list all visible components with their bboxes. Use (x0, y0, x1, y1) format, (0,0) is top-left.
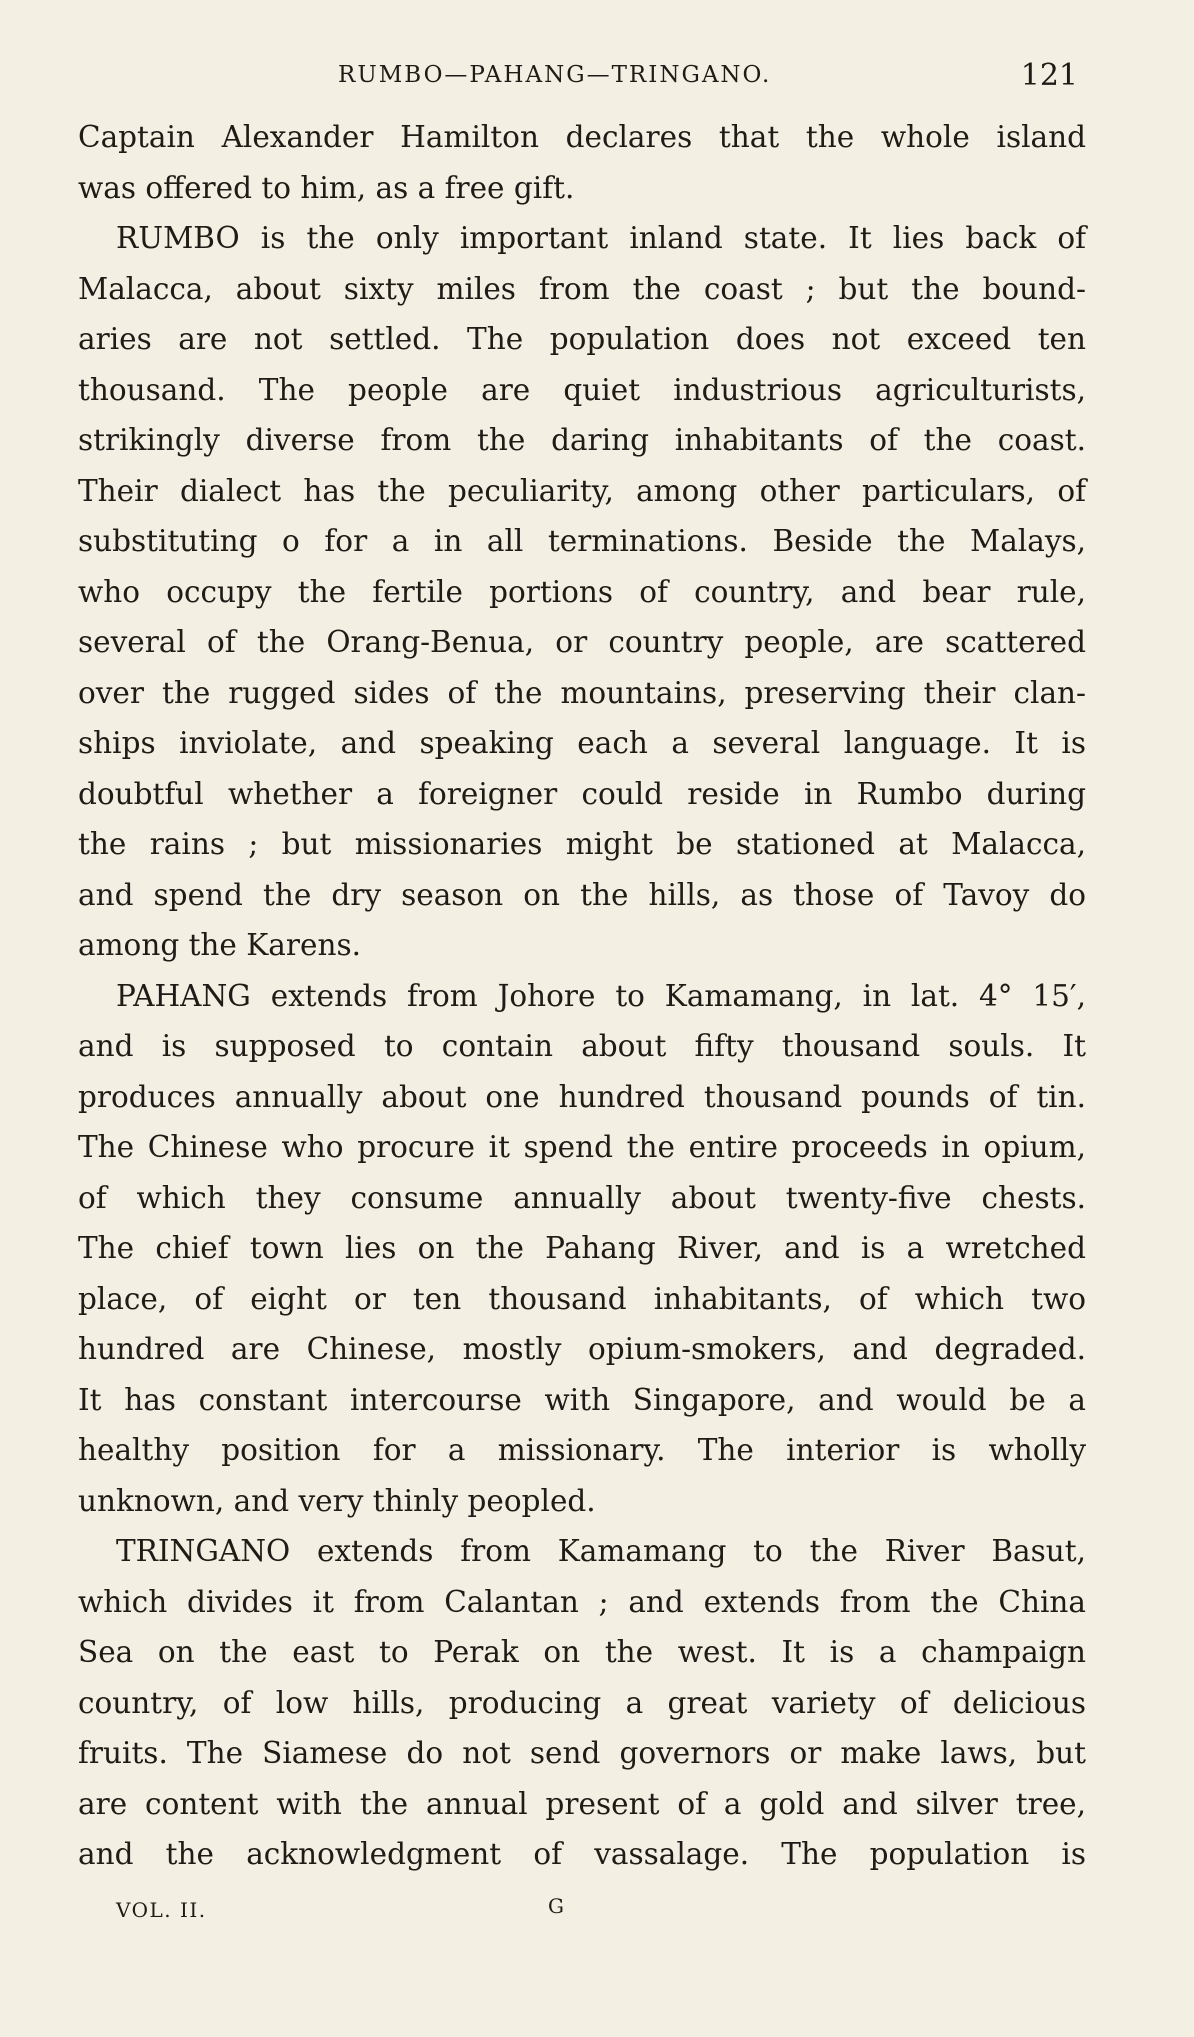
text-line: over the rugged sides of the mountains, preserving their clan- (78, 675, 1086, 710)
text-line: thousand. The people are quiet industrious agriculturists, (78, 372, 1086, 407)
text-line: TRINGANO extends from Kamamang to the River Basut, (116, 1534, 1086, 1568)
running-title: RUMBO—PAHANG—TRINGANO. (338, 62, 772, 88)
text-line: Sea on the east to Perak on the west. It is a champaign (78, 1635, 1086, 1669)
text-line: aries are not settled. The population does not exceed ten (78, 322, 1086, 356)
text-line: several of the Orang-Benua, or country people, are scattered (78, 625, 1086, 659)
text-line: place, of eight or ten thousand inhabitants, of which two (78, 1281, 1086, 1316)
text-line: are content with the annual present of a gold and silver tree, (78, 1786, 1086, 1821)
text-line: was offered to him, as a free gift. (78, 170, 575, 205)
volume-label: VOL. II. (116, 1898, 207, 1922)
text-line: of which they consume annually about twenty-five chests. (78, 1180, 1086, 1215)
text-line: the rains ; but missionaries might be stationed at Malacca, (78, 827, 1086, 861)
text-line: RUMBO is the only important inland state. It lies back of (116, 221, 1086, 255)
text-line: The chief town lies on the Pahang River, and is a wretched (78, 1231, 1086, 1265)
text-line: ships inviolate, and speaking each a several language. It is (78, 726, 1086, 760)
text-line: healthy position for a missionary. The interior is wholly (78, 1433, 1086, 1467)
text-line: fruits. The Siamese do not send governors or make laws, but (78, 1736, 1086, 1770)
text-line: PAHANG extends from Johore to Kamamang, in lat. 4° 15′, (116, 978, 1086, 1013)
text-line: strikingly diverse from the daring inhabitants of the coast. (78, 423, 1086, 457)
text-line: substituting o for a in all terminations. Beside the Malays, (78, 524, 1086, 558)
text-line: who occupy the fertile portions of country, and bear rule, (78, 574, 1086, 609)
text-line: and spend the dry season on the hills, as those of Tavoy do (78, 877, 1086, 912)
text-line: doubtful whether a foreigner could reside in Rumbo during (78, 776, 1086, 811)
page-number: 121 (1020, 58, 1078, 93)
page-footer (116, 1894, 1016, 1938)
text-line: Captain Alexander Hamilton declares that the whole island (78, 120, 1086, 154)
body-text (78, 112, 1086, 1880)
text-line: unknown, and very thinly peopled. (78, 1483, 596, 1518)
text-line: hundred are Chinese, mostly opium-smokers, and degraded. (78, 1332, 1086, 1366)
text-line: Malacca, about sixty miles from the coast ; but the bound- (78, 271, 1086, 306)
text-line: It has constant intercourse with Singapore, and would be a (78, 1382, 1086, 1417)
text-line: The Chinese who procure it spend the entire proceeds in opium, (78, 1130, 1086, 1164)
text-line: and the acknowledgment of vassalage. The population is (78, 1837, 1086, 1871)
text-line: country, of low hills, producing a great variety of delicious (78, 1685, 1086, 1720)
text-line: produces annually about one hundred thousand pounds of tin. (78, 1079, 1086, 1114)
signature-mark: G (548, 1894, 566, 1918)
text-line: among the Karens. (78, 928, 361, 962)
text-line: Their dialect has the peculiarity, among other particulars, of (78, 473, 1086, 508)
text-line: and is supposed to contain about fifty thousand souls. It (78, 1029, 1086, 1063)
running-head (78, 58, 1078, 98)
text-line: which divides it from Calantan ; and extends from the China (78, 1584, 1086, 1619)
